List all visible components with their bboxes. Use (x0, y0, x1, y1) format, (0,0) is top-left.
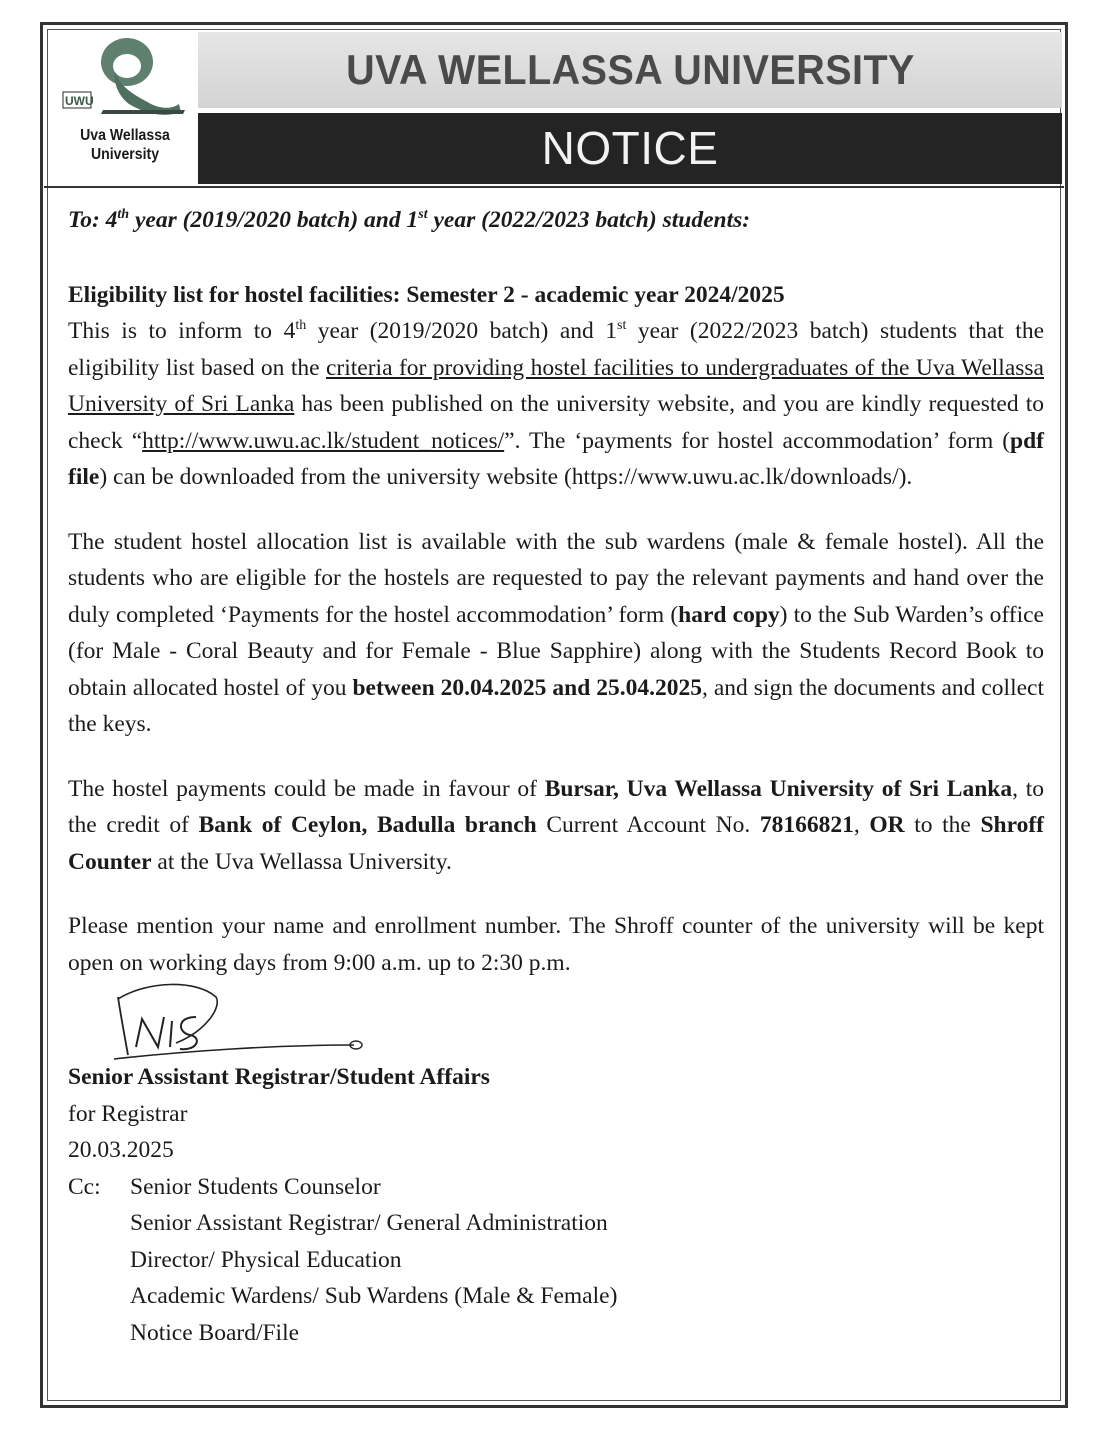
logo-name-line2: University (90, 146, 160, 163)
criteria-link[interactable]: criteria for providing hostel facilities to undergraduates of the Uva Wellassa University of Sri Lanka (68, 354, 1044, 417)
logo-mark-text: UWU (65, 94, 94, 108)
logo-emblem-icon (55, 32, 195, 124)
signatory-for: for Registrar (68, 1100, 188, 1127)
recipients-line: To: 4th year (2019/2020 batch) and 1st year (2022/2023 batch) students: (68, 207, 751, 233)
paragraph-allocation: The student hostel allocation list is available with the sub wardens (male & female hostel). All the students who are eligible for the hostels are requested to pay the relevant payments and hand over the duly completed ‘Payments for the hostel accommodation’ form (hard copy) to the Sub Warden’s office (for Male - Coral Beauty and for Female - Blue Sapphire) along with the Students Record Book to obtain allocated hostel of you between 20.04.2025 and 25.04.2025, and sign the documents and collect the keys. (68, 528, 1044, 737)
signature-scribble-icon (106, 977, 366, 1061)
notice-heading: Eligibility list for hostel facilities: Semester 2 - academic year 2024/2025 (68, 281, 785, 308)
paragraph-eligibility: This is to inform to 4th year (2019/2020 batch) and 1st year (2022/2023 batch) students that the eligibility list based on the criteria for providing hostel facilities to undergraduates of the Uva Wellassa University of Sri Lanka has been published on the university website, and you are kindly requested to check “http://www.uwu.ac.lk/student_notices/”. The ‘payments for hostel accommodation’ form (pdf file) can be downloaded from the university website (https://www.uwu.ac.lk/downloads/). (68, 318, 1045, 490)
header-divider (44, 186, 1064, 188)
cc-item: Academic Wardens/ Sub Wardens (Male & Female) (130, 1283, 618, 1309)
university-banner (198, 32, 1062, 108)
cc-label: Cc: (68, 1173, 101, 1200)
university-logo (55, 32, 195, 177)
notice-body (68, 202, 1044, 1351)
university-title: UVA WELLASSA UNIVERSITY (345, 46, 915, 93)
student-notices-link[interactable]: http://www.uwu.ac.lk/student_notices/ (142, 427, 505, 454)
notice-banner (198, 113, 1062, 184)
notice-date: 20.03.2025 (68, 1137, 174, 1163)
cc-item: Senior Assistant Registrar/ General Administration (130, 1210, 608, 1236)
cc-item: Notice Board/File (130, 1319, 300, 1346)
logo-name-line1: Uva Wellassa (80, 127, 170, 144)
cc-item: Senior Students Counselor (130, 1173, 381, 1200)
paragraph-payments: The hostel payments could be made in favour of Bursar, Uva Wellassa University of Sri Lanka, to the credit of Bank of Ceylon, Badulla branch Current Account No. 78166821, OR to the Shroff Counter at the Uva Wellassa University. (68, 775, 1044, 875)
signatory-title: Senior Assistant Registrar/Student Affairs (68, 1064, 490, 1090)
cc-item: Director/ Physical Education (130, 1246, 402, 1273)
cc-list (68, 1169, 1044, 1352)
signature (68, 981, 1044, 1059)
paragraph-enrollment: Please mention your name and enrollment number. The Shroff counter of the university will be kept open on working days from 9:00 a.m. up to 2:30 p.m. (68, 913, 1044, 976)
logo-name (63, 126, 186, 164)
notice-title: NOTICE (541, 122, 719, 174)
